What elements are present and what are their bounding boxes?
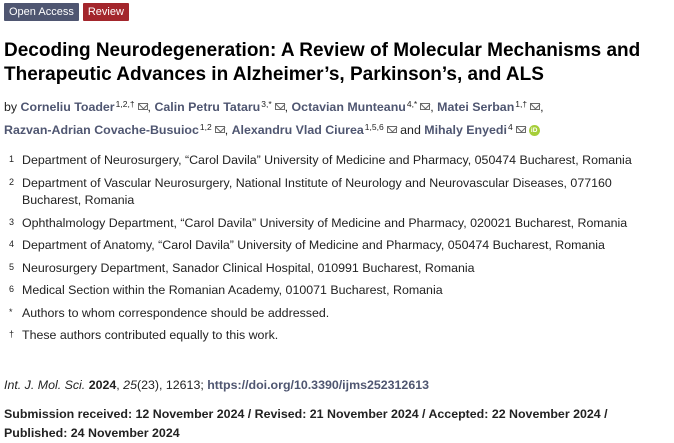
equal-contribution-note — [4, 327, 670, 345]
affiliation-item — [4, 175, 670, 210]
affiliation-number: 4 — [9, 239, 15, 249]
author-link[interactable]: Octavian Munteanu — [291, 100, 406, 114]
publication-year: 2024 — [88, 378, 117, 392]
author-affiliation-marks: 1,2 — [199, 121, 212, 132]
journal-name: Int. J. Mol. Sci. — [4, 378, 86, 392]
author-list: by Corneliu Toader$^{1,2,\dagger}$ , Calin Petru Tataru$^{3,*}$ , Octavian Munteanu$^{4,*}$ , Matei Serban$^{1,\dagger}$ , Razvan-Adrian Covache-Busuioc$^{1,2}$ , Alexandru Vlad Ciurea$^{1,5,6}$ and Mihaly Enyedi$^4$ iD — [4, 99, 544, 137]
journal-volume: 25 — [123, 378, 137, 392]
dates-line-1: Submission received: 12 November 2024 / Revised: 21 November 2024 / Accepted: 22 November 2024 / — [4, 407, 608, 421]
correspondence-note — [4, 305, 670, 323]
affiliation-text: Authors to whom correspondence should be addressed. — [22, 305, 330, 320]
affiliation-text: Medical Section within the Romanian Academy, 010071 Bucharest, Romania — [22, 283, 443, 297]
affiliation-list — [4, 152, 670, 350]
author-affiliation-marks: 1,† — [515, 99, 528, 109]
email-icon[interactable] — [387, 126, 397, 133]
email-icon[interactable] — [215, 126, 225, 133]
and-label: and — [400, 122, 421, 137]
affiliation-number: 2 — [9, 176, 15, 187]
affiliation-number: 1 — [9, 154, 15, 164]
affiliation-item — [4, 215, 670, 233]
affiliation-item — [4, 260, 670, 278]
email-icon[interactable] — [420, 103, 430, 110]
affiliation-text: Department of Anatomy, “Carol Davila” University of Medicine and Pharmacy, 050474 Bucharest, Romania — [22, 238, 605, 252]
affiliation-text: These authors contributed equally to this work. — [22, 328, 279, 342]
affiliation-item — [4, 282, 670, 300]
author-link[interactable]: Razvan-Adrian Covache-Busuioc — [4, 122, 199, 137]
affiliation-number: 3 — [9, 216, 15, 227]
affiliation-text: Department of Vascular Neurosurgery, National Institute of Neurology and Neurovascular Diseases, 077160 Bucharest, Romania — [22, 175, 612, 207]
email-icon[interactable] — [530, 103, 540, 110]
author-affiliation-marks: 3,* — [261, 99, 272, 109]
author-affiliation-marks: 4,* — [406, 99, 418, 109]
author-link[interactable]: Corneliu Toader — [20, 100, 115, 114]
doi-link[interactable]: https://doi.org/10.3390/ijms252312613 — [207, 378, 429, 392]
email-icon[interactable] — [516, 126, 526, 133]
article-title: Decoding Neurodegeneration: A Review of Molecular Mechanisms and Therapeutic Advances in Alzheimer’s, Parkinson’s, and ALS — [4, 40, 641, 85]
affiliation-text: Department of Neurosurgery, “Carol Davila” University of Medicine and Pharmacy, 050474 Bucharest, Romania — [22, 153, 632, 167]
author-affiliation-marks: 1,5,6 — [364, 121, 384, 132]
affiliation-number: 6 — [9, 284, 15, 294]
affiliation-item — [4, 237, 670, 255]
affiliation-item — [4, 152, 670, 170]
article-badges — [4, 3, 129, 21]
dates-line-2: Published: 24 November 2024 — [4, 426, 180, 440]
author-affiliation-marks: 4 — [507, 121, 513, 132]
affiliation-number: † — [9, 329, 15, 339]
author-affiliation-marks: 1,2,† — [115, 99, 135, 109]
journal-issue-page: (23), 12613; — [136, 378, 208, 392]
author-link[interactable]: Calin Petru Tataru — [154, 100, 261, 114]
author-link[interactable]: Mihaly Enyedi — [424, 122, 507, 137]
affiliation-text: Neurosurgery Department, Sanador Clinical Hospital, 010991 Bucharest, Romania — [22, 260, 475, 275]
by-label: by — [4, 100, 18, 114]
email-icon[interactable] — [138, 103, 148, 110]
author-link[interactable]: Matei Serban — [437, 100, 515, 114]
open-access-badge[interactable]: Open Access — [4, 3, 79, 21]
orcid-icon[interactable]: iD — [529, 125, 540, 136]
email-icon[interactable] — [275, 103, 285, 110]
review-badge[interactable]: Review — [83, 3, 129, 21]
affiliation-number: * — [9, 306, 13, 317]
publication-dates — [4, 405, 670, 443]
citation-line: Int. J. Mol. Sci. 2024, 25(23), 12613; https://doi.org/10.3390/ijms252312613 — [4, 378, 429, 392]
affiliation-text: Ophthalmology Department, “Carol Davila” University of Medicine and Pharmacy, 020021 Bucharest, Romania — [22, 215, 628, 230]
affiliation-number: 5 — [9, 261, 15, 272]
author-link[interactable]: Alexandru Vlad Ciurea — [231, 122, 364, 137]
